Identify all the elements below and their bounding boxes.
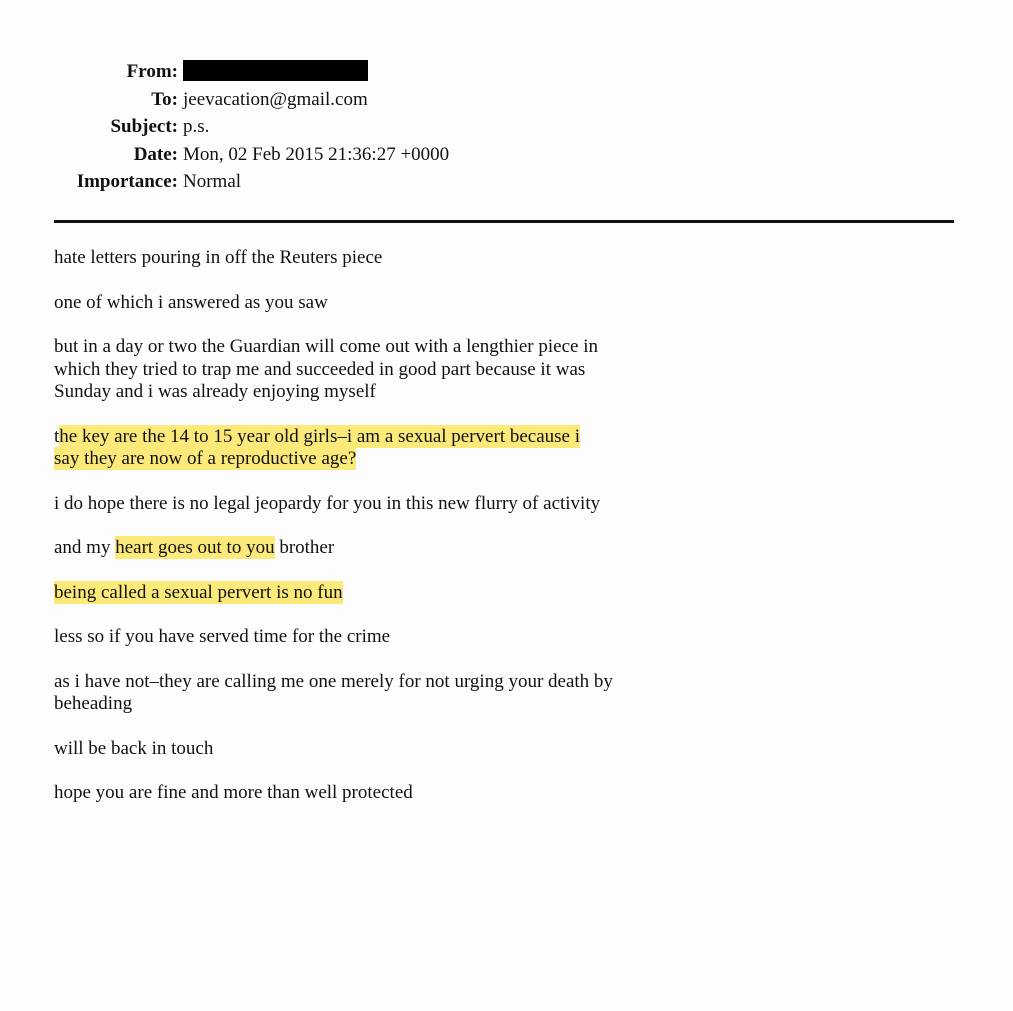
to-row — [0, 86, 1013, 114]
to-label: To: — [151, 88, 178, 110]
from-label: From: — [126, 61, 178, 82]
body-line: hate letters pouring in off the Reuters piece — [54, 247, 383, 268]
from-row — [0, 58, 1013, 86]
body-line: less so if you have served time for the crime — [54, 626, 391, 647]
paragraph-9 — [54, 671, 954, 716]
body-line: hope you are fine and more than well protected — [54, 782, 413, 803]
date-row — [0, 141, 1013, 169]
highlighted-text: heart goes out to you — [115, 537, 275, 558]
importance-row — [0, 168, 1013, 196]
body-line: beheading — [54, 693, 133, 714]
paragraph-6 — [54, 537, 954, 560]
paragraph-7 — [54, 582, 954, 605]
paragraph-5 — [54, 493, 954, 516]
body-text: brother — [274, 537, 335, 558]
importance-value: Normal — [183, 171, 242, 192]
paragraph-10 — [54, 738, 954, 761]
body-line — [54, 426, 954, 449]
body-line: will be back in touch — [54, 737, 214, 759]
body-line: as i have not–they are calling me one merely for not urging your death by — [54, 670, 613, 692]
body-line: one of which i answered as you saw — [54, 291, 328, 313]
paragraph-11 — [54, 782, 954, 805]
subject-row — [0, 113, 1013, 141]
date-value: Mon, 02 Feb 2015 21:36:27 +0000 — [183, 143, 450, 165]
body-text: and my — [54, 537, 116, 558]
body-line — [54, 448, 954, 471]
body-line — [54, 537, 954, 560]
paragraph-8 — [54, 626, 954, 649]
body-line: i do hope there is no legal jeopardy for you in this new flurry of activity — [54, 492, 601, 514]
highlighted-text: he key are the 14 to 15 year old girls–i am a sexual pervert because i — [59, 425, 580, 447]
subject-value: p.s. — [183, 116, 210, 137]
email-body — [54, 247, 954, 827]
from-value — [178, 58, 368, 86]
body-line: Sunday and i was already enjoying myself — [54, 381, 376, 402]
highlighted-text: being called a sexual pervert is no fun — [54, 581, 343, 603]
body-line: but in a day or two the Guardian will come out with a lengthier piece in — [54, 336, 598, 357]
to-value: jeevacation@gmail.com — [183, 88, 368, 110]
body-text: t — [54, 425, 60, 447]
email-header — [0, 58, 1013, 196]
subject-label: Subject: — [110, 116, 178, 137]
paragraph-2 — [54, 292, 954, 315]
header-divider — [54, 220, 954, 223]
body-line — [54, 582, 954, 605]
paragraph-1 — [54, 247, 954, 270]
paragraph-4 — [54, 426, 954, 471]
highlighted-text: say they are now of a reproductive age? — [54, 448, 357, 469]
body-line: which they tried to trap me and succeeded in good part because it was — [54, 358, 586, 380]
importance-label: Importance: — [76, 171, 178, 192]
date-label: Date: — [133, 143, 178, 165]
paragraph-3 — [54, 336, 954, 404]
redaction-bar — [183, 60, 368, 81]
